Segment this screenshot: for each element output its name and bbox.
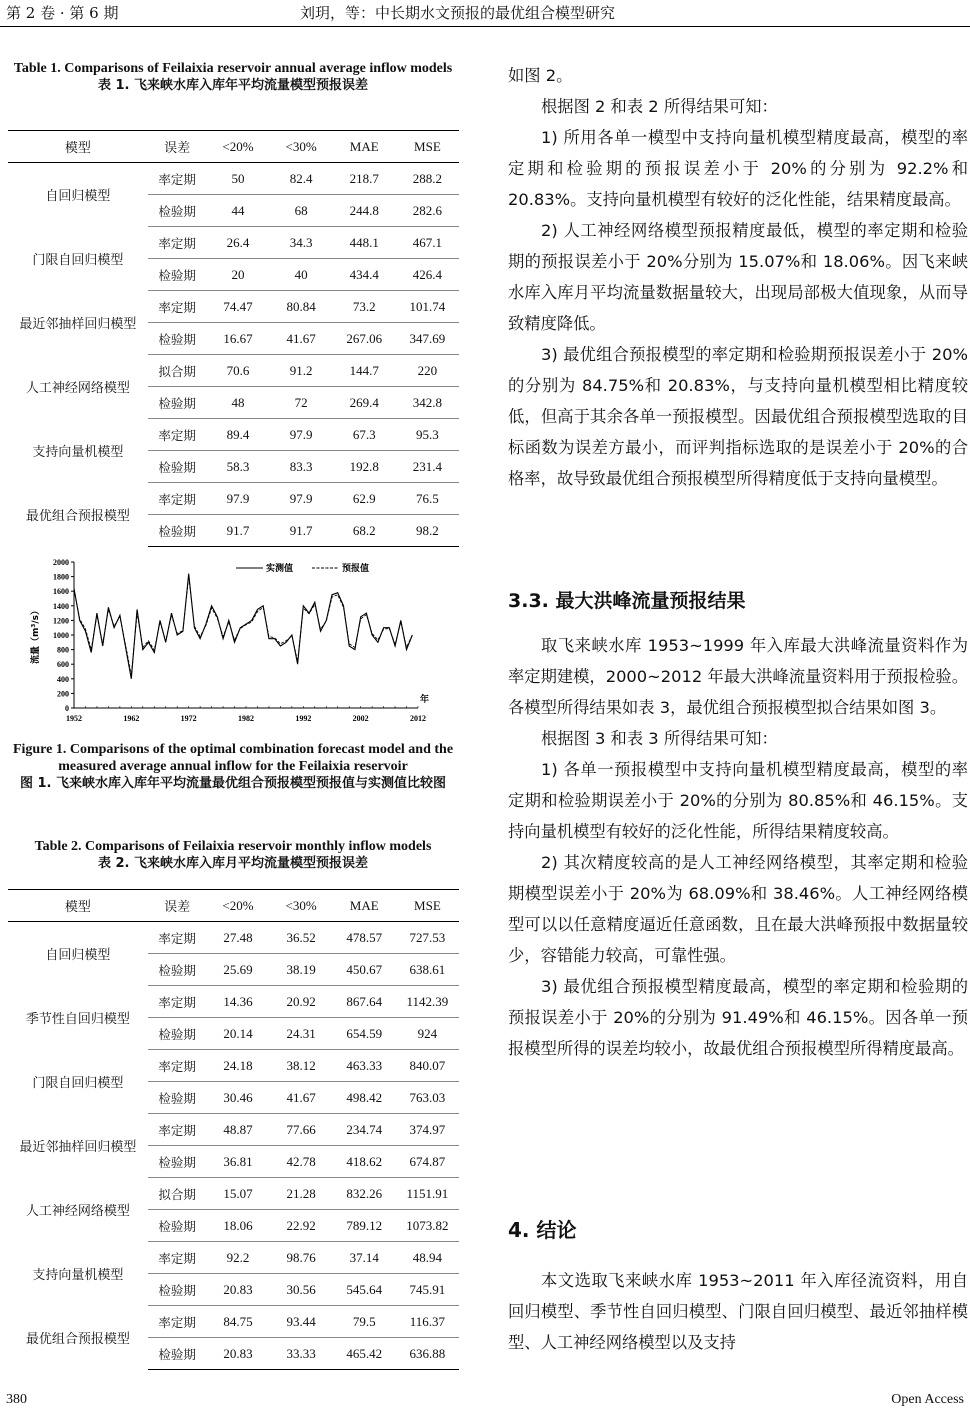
table-cell: 98.2 xyxy=(396,515,459,547)
period-label: 率定期 xyxy=(148,986,207,1018)
table-cell: 20 xyxy=(206,259,269,291)
column-header: <20% xyxy=(206,890,269,922)
table-cell: 34.3 xyxy=(270,227,333,259)
table-cell: 463.33 xyxy=(333,1050,396,1082)
table-row xyxy=(8,419,459,451)
table-cell: 745.91 xyxy=(396,1274,459,1306)
table-row xyxy=(8,1114,459,1146)
model-name: 季节性自回归模型 xyxy=(25,1012,130,1027)
column-header: MSE xyxy=(396,890,459,922)
model-name: 人工神经网络模型 xyxy=(25,381,130,396)
table-cell: 30.46 xyxy=(206,1082,269,1114)
paragraph: 取飞来峡水库 1953~1999 年入库最大洪峰流量资料作为率定期建模，2000~2012 年最大洪峰流量资料用于预报检验。各模型所得结果如表 3，最优组合预报模型拟合结果如图 3。 xyxy=(508,636,968,717)
table-cell: 41.67 xyxy=(270,323,333,355)
paragraph: 2) 人工神经网络模型预报精度最低，模型的率定期和检验期的预报误差小于 20%分别为 15.07%和 18.06%。因飞来峡水库入库月平均流量数据量较大，出现局部极大值现象，从而导致精度降低。 xyxy=(508,221,968,333)
y-tick-label: 1600 xyxy=(53,587,69,597)
table-cell: 95.3 xyxy=(396,419,459,451)
model-name: 人工神经网络模型 xyxy=(25,1204,130,1219)
table2 xyxy=(8,889,459,1370)
period-label: 率定期 xyxy=(148,291,207,323)
header-rule xyxy=(0,26,970,27)
table-cell: 450.67 xyxy=(333,954,396,986)
period-label: 检验期 xyxy=(148,1210,207,1242)
y-tick-label: 1000 xyxy=(53,631,69,640)
table-cell: 867.64 xyxy=(333,986,396,1018)
y-tick-label: 0 xyxy=(65,704,69,713)
table-cell: 467.1 xyxy=(396,227,459,259)
table-cell: 1073.82 xyxy=(396,1210,459,1242)
journal-name: Open Access xyxy=(891,1392,964,1407)
table-cell: 93.44 xyxy=(270,1306,333,1338)
x-tick-label: 1972 xyxy=(180,714,197,723)
table-cell: 24.31 xyxy=(270,1018,333,1050)
y-tick-label: 200 xyxy=(57,689,69,699)
paragraph: 1) 各单一预报模型中支持向量机模型精度最高，模型的率定期和检验期误差小于 20%的分别为 80.85%和 46.15%。支持向量机模型有较好的泛化性能，所得结果精度较高。 xyxy=(508,760,968,841)
table-cell: 70.6 xyxy=(206,355,269,387)
model-name: 支持向量机模型 xyxy=(32,1268,124,1283)
table-cell: 68.2 xyxy=(333,515,396,547)
period-label: 检验期 xyxy=(148,954,207,986)
right-column-block1 xyxy=(508,60,968,494)
table-cell: 674.87 xyxy=(396,1146,459,1178)
period-label: 率定期 xyxy=(148,163,207,195)
table-cell: 478.57 xyxy=(333,922,396,954)
table-cell: 42.78 xyxy=(270,1146,333,1178)
paragraph: 1) 所用各单一模型中支持向量机模型精度最高，模型的率定期和检验期的预报误差小于 20%的分别为 92.2%和 20.83%。支持向量机模型有较好的泛化性能，结果精度最高。 xyxy=(508,128,968,209)
table-cell: 48.87 xyxy=(206,1114,269,1146)
column-header: 误差 xyxy=(148,131,207,163)
column-header: MAE xyxy=(333,131,396,163)
table-cell: 418.62 xyxy=(333,1146,396,1178)
paragraph: 本文选取飞来峡水库 1953~2011 年入库径流资料，用自回归模型、季节性自回归模型、门限自回归模型、最近邻抽样模型、人工神经网络模型以及支持 xyxy=(508,1271,968,1352)
table-header-row xyxy=(8,890,459,922)
table-cell: 58.3 xyxy=(206,451,269,483)
table-cell: 244.8 xyxy=(333,195,396,227)
table-row xyxy=(8,291,459,323)
table-cell: 347.69 xyxy=(396,323,459,355)
table-cell: 288.2 xyxy=(396,163,459,195)
page-number: 380 xyxy=(6,1392,27,1407)
figure1-caption-en: Figure 1. Comparisons of the optimal combination forecast model and the measured average annual inflow for the Feilaixia reservoir xyxy=(12,742,454,774)
period-label: 拟合期 xyxy=(148,355,207,387)
table2-caption-zh: 表 2. 飞来峡水库入库月平均流量模型预报误差 xyxy=(97,856,369,871)
table-cell: 67.3 xyxy=(333,419,396,451)
table-cell: 1142.39 xyxy=(396,986,459,1018)
table-cell: 91.7 xyxy=(206,515,269,547)
table-row xyxy=(8,922,459,954)
model-name: 最近邻抽样回归模型 xyxy=(19,317,137,332)
table-cell: 763.03 xyxy=(396,1082,459,1114)
table-cell: 192.8 xyxy=(333,451,396,483)
table-cell: 832.26 xyxy=(333,1178,396,1210)
table1-caption-zh: 表 1. 飞来峡水库入库年平均流量模型预报误差 xyxy=(97,78,369,93)
y-tick-label: 1200 xyxy=(53,616,69,626)
table-cell: 282.6 xyxy=(396,195,459,227)
model-name: 自回归模型 xyxy=(45,948,111,964)
table-cell: 48.94 xyxy=(396,1242,459,1274)
paragraph: 3) 最优组合预报模型的率定期和检验期预报误差小于 20%的分别为 84.75%和 20.83%，与支持向量机模型相比精度较低，但高于其余各单一预报模型。因最优组合预报模型选取的目标函数为误差方最小，而评判指标选取的是误差小于 20%的合格率，故导致最优组合预报模型所得精度低于支持向量模型。 xyxy=(508,345,968,488)
period-label: 率定期 xyxy=(148,1306,207,1338)
model-name: 最优组合预报模型 xyxy=(25,509,130,524)
paragraph: 2) 其次精度较高的是人工神经网络模型，其率定期和检验期模型误差小于 20%为 68.09%和 38.46%。人工神经网络模型可以以任意精度逼近任意函数，且在最大洪峰预报中数据量较少，容错能力较高，可靠性强。 xyxy=(508,853,968,965)
table-cell: 22.92 xyxy=(270,1210,333,1242)
table-cell: 434.4 xyxy=(333,259,396,291)
legend-label: 预报值 xyxy=(342,564,370,574)
table-cell: 40 xyxy=(270,259,333,291)
header-volume: 第 2 卷 · 第 6 期 xyxy=(6,4,119,22)
paragraph: 根据图 2 和表 2 所得结果可知： xyxy=(541,97,778,116)
table-cell: 26.4 xyxy=(206,227,269,259)
period-label: 拟合期 xyxy=(148,1178,207,1210)
table1-caption xyxy=(4,60,462,94)
period-label: 检验期 xyxy=(148,1082,207,1114)
table-cell: 33.33 xyxy=(270,1338,333,1370)
table-cell: 73.2 xyxy=(333,291,396,323)
table-cell: 37.14 xyxy=(333,1242,396,1274)
table-row xyxy=(8,163,459,195)
model-name: 门限自回归模型 xyxy=(32,253,124,268)
period-label: 检验期 xyxy=(148,1146,207,1178)
table-cell: 24.18 xyxy=(206,1050,269,1082)
period-label: 检验期 xyxy=(148,195,207,227)
table-cell: 21.28 xyxy=(270,1178,333,1210)
table-row xyxy=(8,1306,459,1338)
table-cell: 89.4 xyxy=(206,419,269,451)
column-header: 模型 xyxy=(8,131,148,163)
y-tick-label: 1400 xyxy=(53,601,69,611)
header-title: 刘玥，等：中长期水文预报的最优组合模型研究 xyxy=(300,4,616,22)
period-label: 检验期 xyxy=(148,1018,207,1050)
model-name: 门限自回归模型 xyxy=(32,1076,124,1091)
table-cell: 41.67 xyxy=(270,1082,333,1114)
table-cell: 68 xyxy=(270,195,333,227)
table-cell: 789.12 xyxy=(333,1210,396,1242)
x-tick-label: 2012 xyxy=(410,714,426,723)
right-column-block3 xyxy=(508,1265,968,1358)
table-cell: 840.07 xyxy=(396,1050,459,1082)
column-header: <30% xyxy=(270,890,333,922)
table-row xyxy=(8,227,459,259)
table-cell: 101.74 xyxy=(396,291,459,323)
x-tick-label: 1992 xyxy=(295,714,312,723)
table-cell: 84.75 xyxy=(206,1306,269,1338)
table1-caption-en: Table 1. Comparisons of Feilaixia reservoir annual average inflow models xyxy=(13,61,453,76)
table-cell: 426.4 xyxy=(396,259,459,291)
table-row xyxy=(8,1178,459,1210)
model-name: 支持向量机模型 xyxy=(32,445,124,460)
table-cell: 25.69 xyxy=(206,954,269,986)
table-cell: 220 xyxy=(396,355,459,387)
table-cell: 79.5 xyxy=(333,1306,396,1338)
table-cell: 62.9 xyxy=(333,483,396,515)
period-label: 检验期 xyxy=(148,515,207,547)
table-cell: 83.3 xyxy=(270,451,333,483)
table-cell: 97.9 xyxy=(270,483,333,515)
table-cell: 36.52 xyxy=(270,922,333,954)
paragraph: 如图 2。 xyxy=(508,66,573,85)
table-cell: 465.42 xyxy=(333,1338,396,1370)
figure1-chart xyxy=(6,556,462,732)
table-cell: 15.07 xyxy=(206,1178,269,1210)
table-cell: 498.42 xyxy=(333,1082,396,1114)
table-cell: 448.1 xyxy=(333,227,396,259)
column-header: <30% xyxy=(270,131,333,163)
table-cell: 48 xyxy=(206,387,269,419)
period-label: 率定期 xyxy=(148,922,207,954)
period-label: 检验期 xyxy=(148,259,207,291)
table-cell: 20.92 xyxy=(270,986,333,1018)
table-cell: 97.9 xyxy=(206,483,269,515)
table-cell: 18.06 xyxy=(206,1210,269,1242)
table-cell: 116.37 xyxy=(396,1306,459,1338)
table-cell: 20.83 xyxy=(206,1338,269,1370)
table-cell: 342.8 xyxy=(396,387,459,419)
table2-caption-en: Table 2. Comparisons of Feilaixia reservoir monthly inflow models xyxy=(34,839,432,854)
table-cell: 924 xyxy=(396,1018,459,1050)
period-label: 率定期 xyxy=(148,419,207,451)
table-row xyxy=(8,355,459,387)
table-cell: 38.19 xyxy=(270,954,333,986)
period-label: 检验期 xyxy=(148,1274,207,1306)
table-cell: 50 xyxy=(206,163,269,195)
paragraph: 根据图 3 和表 3 所得结果可知： xyxy=(541,729,778,748)
table-cell: 98.76 xyxy=(270,1242,333,1274)
y-tick-label: 600 xyxy=(57,660,69,670)
table-cell: 636.88 xyxy=(396,1338,459,1370)
table-row xyxy=(8,1242,459,1274)
model-name: 最近邻抽样回归模型 xyxy=(19,1140,137,1155)
table-cell: 38.12 xyxy=(270,1050,333,1082)
table-cell: 44 xyxy=(206,195,269,227)
table-cell: 144.7 xyxy=(333,355,396,387)
table-cell: 72 xyxy=(270,387,333,419)
table-cell: 14.36 xyxy=(206,986,269,1018)
table-cell: 77.66 xyxy=(270,1114,333,1146)
table-cell: 727.53 xyxy=(396,922,459,954)
table-cell: 218.7 xyxy=(333,163,396,195)
period-label: 率定期 xyxy=(148,227,207,259)
table-cell: 231.4 xyxy=(396,451,459,483)
y-tick-label: 400 xyxy=(57,674,69,684)
table-cell: 74.47 xyxy=(206,291,269,323)
table-cell: 27.48 xyxy=(206,922,269,954)
series-line-measured xyxy=(74,574,412,679)
table-cell: 269.4 xyxy=(333,387,396,419)
column-header: 模型 xyxy=(8,890,148,922)
section-heading-4: 4. 结论 xyxy=(508,1218,577,1242)
period-label: 率定期 xyxy=(148,1114,207,1146)
table-row xyxy=(8,483,459,515)
table-cell: 20.14 xyxy=(206,1018,269,1050)
period-label: 率定期 xyxy=(148,1242,207,1274)
table-cell: 1151.91 xyxy=(396,1178,459,1210)
column-header: MAE xyxy=(333,890,396,922)
table-cell: 267.06 xyxy=(333,323,396,355)
table-cell: 91.2 xyxy=(270,355,333,387)
x-tick-label: 1952 xyxy=(66,714,82,723)
table-cell: 36.81 xyxy=(206,1146,269,1178)
y-tick-label: 800 xyxy=(57,645,69,655)
table-cell: 234.74 xyxy=(333,1114,396,1146)
table-cell: 91.7 xyxy=(270,515,333,547)
right-column-block2 xyxy=(508,630,968,1064)
column-header: 误差 xyxy=(148,890,207,922)
period-label: 率定期 xyxy=(148,1050,207,1082)
period-label: 检验期 xyxy=(148,323,207,355)
table-cell: 82.4 xyxy=(270,163,333,195)
table-cell: 30.56 xyxy=(270,1274,333,1306)
table1 xyxy=(8,130,459,547)
table-header-row xyxy=(8,131,459,163)
period-label: 检验期 xyxy=(148,387,207,419)
table-cell: 654.59 xyxy=(333,1018,396,1050)
x-tick-label: 2002 xyxy=(352,714,369,723)
table-cell: 374.97 xyxy=(396,1114,459,1146)
period-label: 检验期 xyxy=(148,1338,207,1370)
table-cell: 80.84 xyxy=(270,291,333,323)
table-row xyxy=(8,986,459,1018)
section-heading-3-3: 3.3. 最大洪峰流量预报结果 xyxy=(508,590,746,612)
paragraph: 3) 最优组合预报模型精度最高，模型的率定期和检验期的预报误差小于 20%的分别为 91.49%和 46.15%。因各单一预报模型所得的误差均较小，故最优组合预报模型所得精度最高。 xyxy=(508,977,968,1058)
table-cell: 16.67 xyxy=(206,323,269,355)
y-axis-label: 流量（m³/s） xyxy=(31,606,41,664)
table-cell: 92.2 xyxy=(206,1242,269,1274)
table-cell: 545.64 xyxy=(333,1274,396,1306)
model-name: 自回归模型 xyxy=(45,189,111,205)
column-header: MSE xyxy=(396,131,459,163)
table-row xyxy=(8,1050,459,1082)
y-tick-label: 1800 xyxy=(53,572,69,582)
period-label: 检验期 xyxy=(148,451,207,483)
legend-label: 实测值 xyxy=(266,564,294,574)
period-label: 率定期 xyxy=(148,483,207,515)
x-tick-label: 1962 xyxy=(123,714,140,723)
table2-caption xyxy=(4,838,462,872)
y-tick-label: 2000 xyxy=(53,558,69,567)
model-name: 最优组合预报模型 xyxy=(25,1332,130,1347)
running-header xyxy=(0,0,970,26)
x-tick-label: 1982 xyxy=(238,714,254,723)
figure1-caption xyxy=(4,741,462,792)
table-cell: 20.83 xyxy=(206,1274,269,1306)
x-axis-label: 年 xyxy=(420,695,430,705)
table-cell: 97.9 xyxy=(270,419,333,451)
figure1-caption-zh: 图 1. 飞来峡水库入库年平均流量最优组合预报模型预报值与实测值比较图 xyxy=(19,776,447,791)
column-header: <20% xyxy=(206,131,269,163)
table-cell: 638.61 xyxy=(396,954,459,986)
table-cell: 76.5 xyxy=(396,483,459,515)
